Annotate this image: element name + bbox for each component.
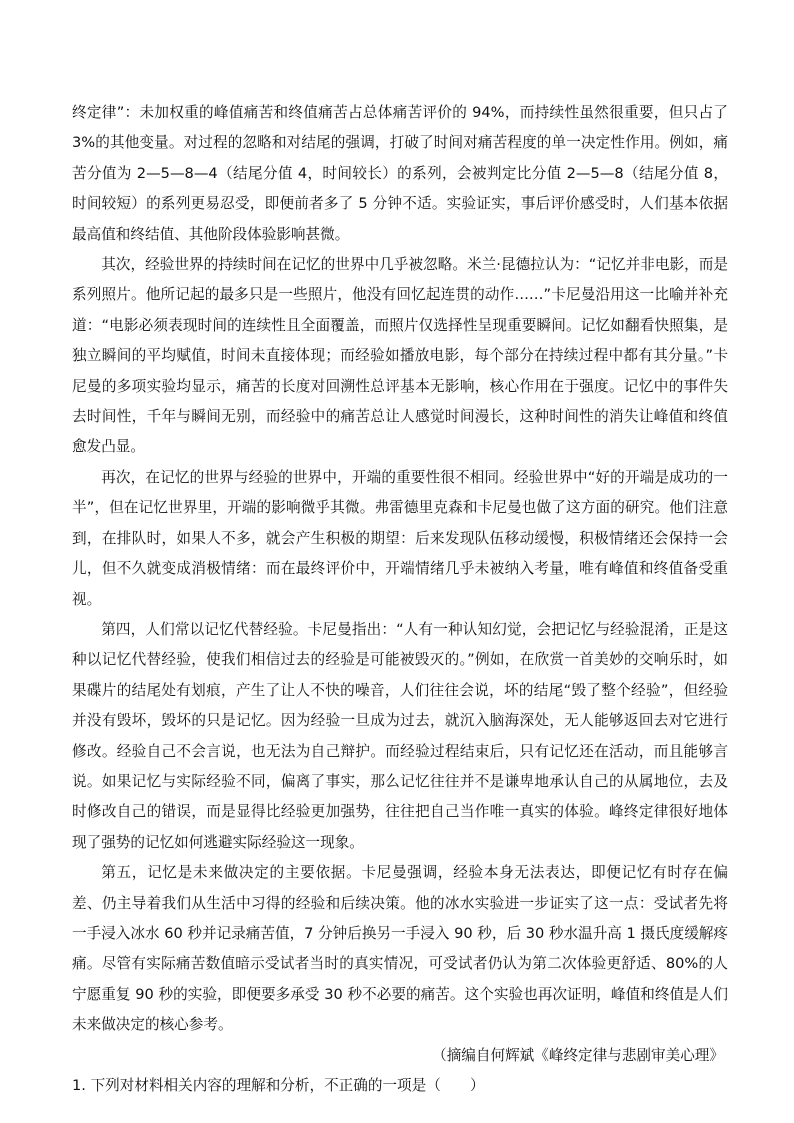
paragraph-second-point: 其次，经验世界的持续时间在记忆的世界中几乎被忽略。米兰·昆德拉认为：“记忆并非电影，而是系列照片。他所记起的最多只是一些照片，他没有回忆起连贯的动作……”卡尼曼沿用这一比喻并补充道：“电影必须表现时间的连续性且全面覆盖，而照片仅选择性呈现重要瞬间。记忆如翻看快照集，是独立瞬间的平均赋值，时间未直接体现；而经验如播放电影，每个部分在持续过程中都有其分量。”卡尼曼的多项实验均显示，痛苦的长度对回溯性总评基本无影响，核心作用在于强度。记忆中的事件失去时间性，千年与瞬间无别，而经验中的痛苦总让人感觉时间漫长，这种时间性的消失让峰值和终值愈发凸显。 xyxy=(72,256,728,456)
question-1: 1. 下列对材料相关内容的理解和分析，不正确的一项是（ ） xyxy=(72,1077,485,1094)
paragraph-fourth-point: 第四，人们常以记忆代替经验。卡尼曼指出：“人有一种认知幻觉，会把记忆与经验混淆，正是这种以记忆代替经验，使我们相信过去的经验是可能被毁灭的。”例如，在欣赏一首美妙的交响乐时，如果碟片的结尾处有划痕，产生了让人不快的噪音，人们往往会说，坏的结尾“毁了整个经验”，但经验并没有毁坏，毁坏的只是记忆。因为经验一旦成为过去，就沉入脑海深处，无人能够返回去对它进行修改。经验自己不会言说，也无法为自己辩护。而经验过程结束后，只有记忆还在活动，而且能够言说。如果记忆与实际经验不同，偏离了事实，那么记忆往往并不是谦卑地承认自己的从属地位，去及时修改自己的错误，而是显得比经验更加强势，往往把自己当作唯一真实的体验。峰终定律很好地体现了强势的记忆如何逃避实际经验这一现象。 xyxy=(72,620,728,851)
paragraph-third-point: 再次，在记忆的世界与经验的世界中，开端的重要性很不相同。经验世界中“好的开端是成功的一半”，但在记忆世界里，开端的影响微乎其微。弗雷德里克森和卡尼曼也做了这方面的研究。他们注意到，在排队时，如果人不多，就会产生积极的期望：后来发现队伍移动缓慢，积极情绪还会保持一会儿，但不久就变成消极情绪：而在最终评价中，开端情绪几乎未被纳入考量，唯有峰值和终值备受重视。 xyxy=(72,468,728,608)
source-citation: （摘编自何辉斌《峰终定律与悲剧审美心理》 xyxy=(432,1046,724,1064)
paragraph-continuation: 终定律”：未加权重的峰值痛苦和终值痛苦占总体痛苦评价的 94%，而持续性虽然很重要，但只占了 3%的其他变量。对过程的忽略和对结尾的强调，打破了时间对痛苦程度的单一决定性作用。例如，痛苦分值为 2—5—8—4（结尾分值 4，时间较长）的系列，会被判定比分值 2—5—8（结尾分值 8，时间较短）的系列更易忍受，即便前者多了 5 分钟不适。实验证实，事后评价感受时，人们基本依据最高值和终结值、其他阶段体验影响甚微。 xyxy=(72,104,728,243)
paragraph-fifth-point: 第五，记忆是未来做决定的主要依据。卡尼曼强调，经验本身无法表达，即便记忆有时存在偏差、仍主导着我们从生活中习得的经验和后续决策。他的冰水实验进一步证实了这一点：受试者先将一手浸入冰水 60 秒并记录痛苦值，7 分钟后换另一手浸入 90 秒，后 30 秒水温升高 1 摄氏度缓解疼痛。尽管有实际痛苦数值暗示受试者当时的真实情况，可受试者仍认为第二次体验更舒适、80%的人宁愿重复 90 秒的实验，即便要多承受 30 秒不必要的痛苦。这个实验也再次证明，峰值和终值是人们未来做决定的核心参考。 xyxy=(72,864,729,1034)
